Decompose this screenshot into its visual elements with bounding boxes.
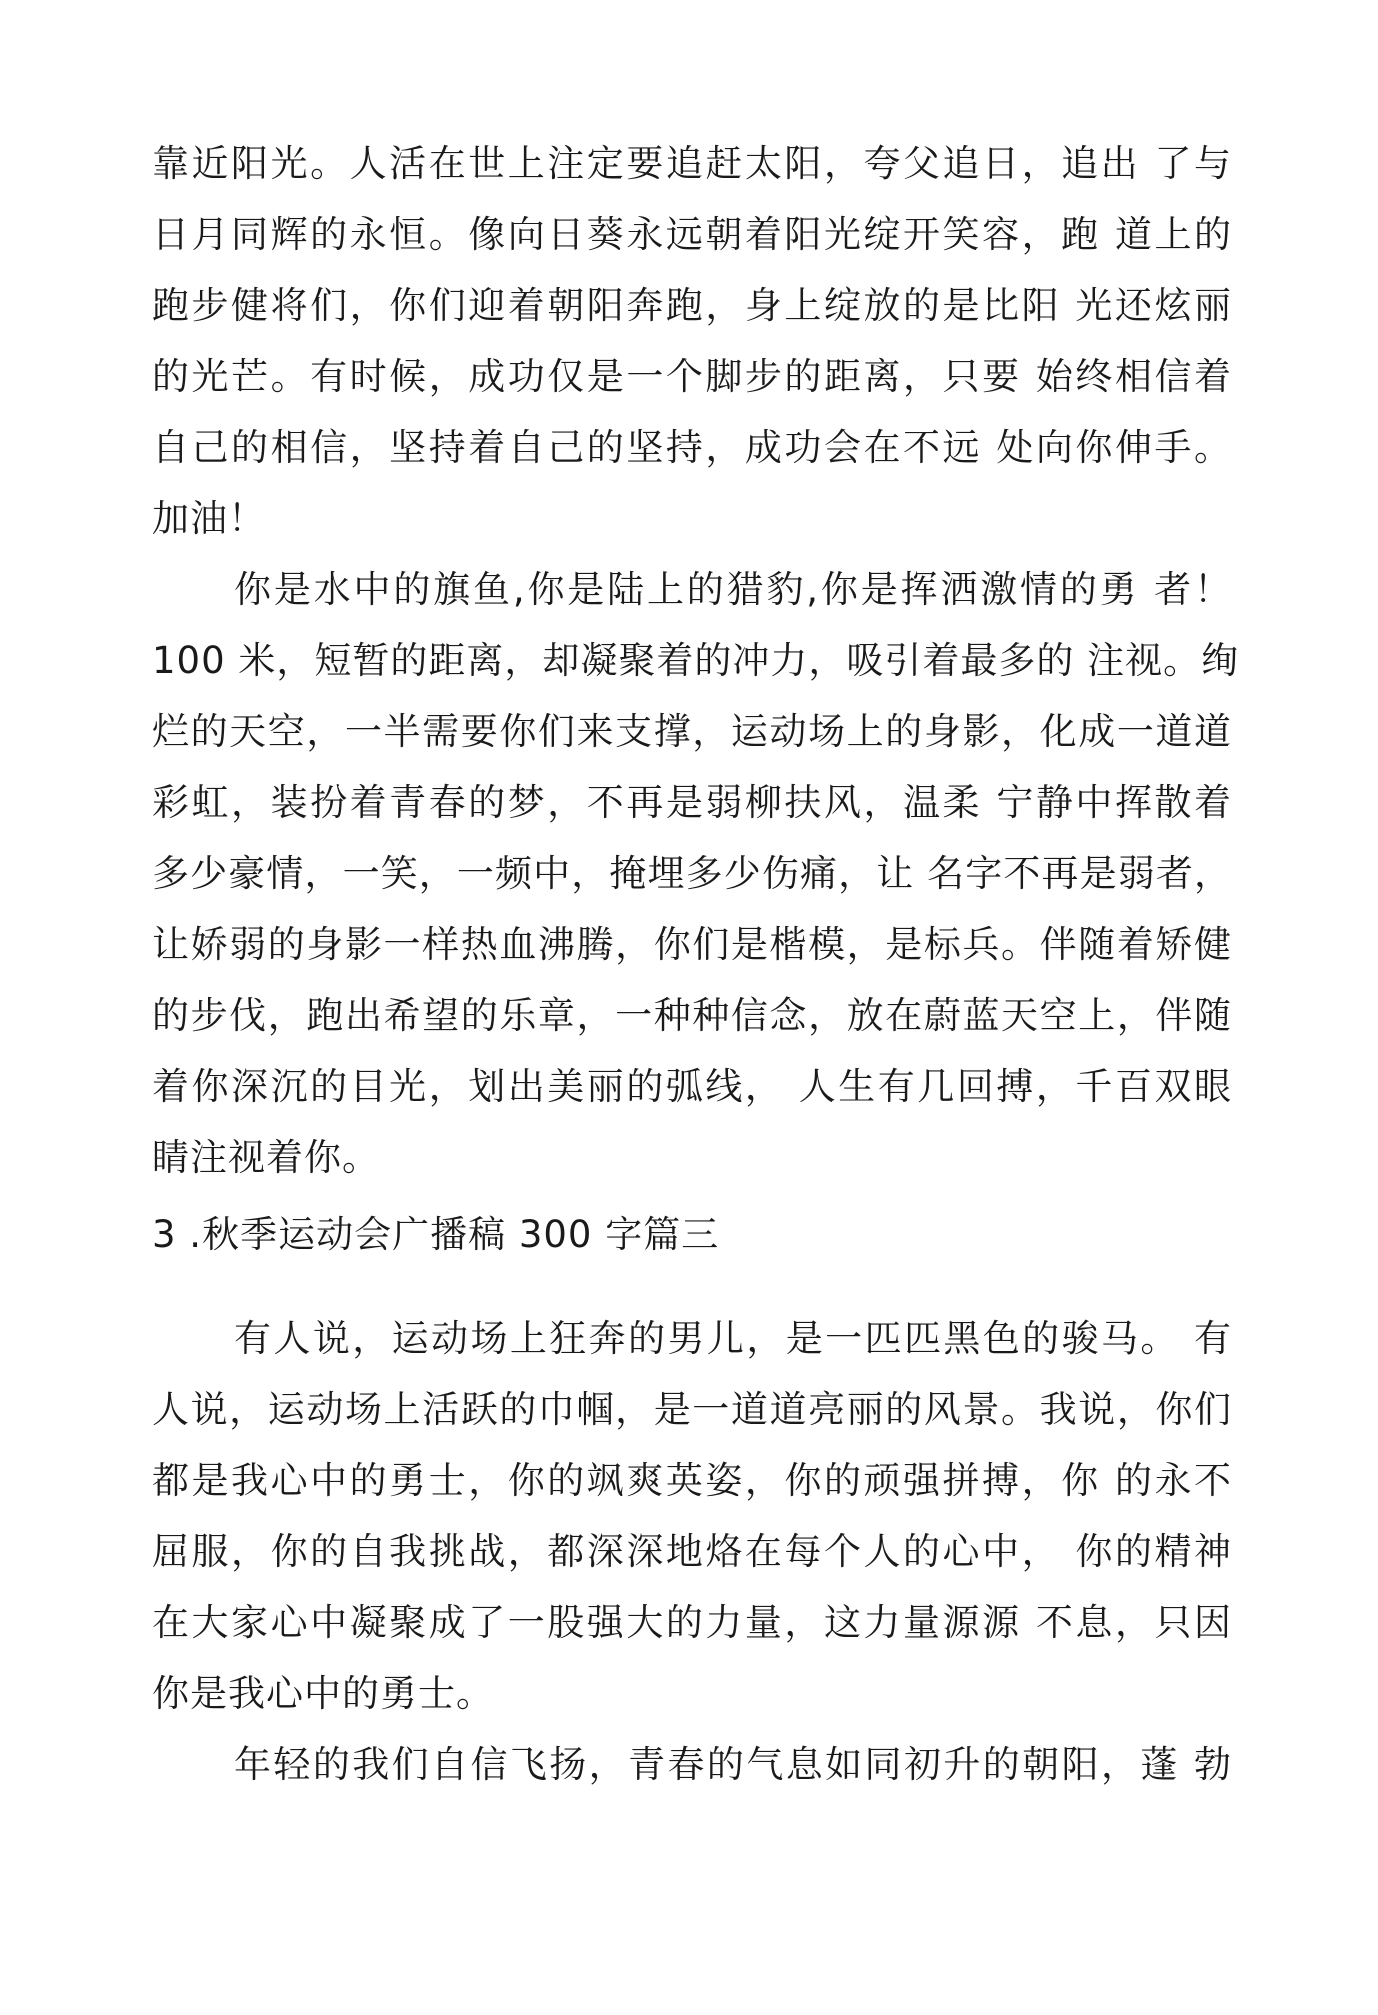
text-line: 烂的天空，一半需要你们来支撑，运动场上的身影，化成一道道 [152,710,1232,753]
text-line: 自己的相信，坚持着自己的坚持，成功会在不远 处向你伸手。 [152,426,1232,469]
paragraph [152,1729,1232,1800]
document-page [152,128,1240,1800]
text-line: 年轻的我们自信飞扬，青春的气息如同初升的朝阳，蓬 勃 [234,1743,1232,1786]
text-line: 睛注视着你。 [152,1136,380,1179]
text-line: 日月同辉的永恒。像向日葵永远朝着阳光绽开笑容，跑 道上的 [152,213,1232,256]
text-line: 在大家心中凝聚成了一股强大的力量，这力量源源 不息，只因 [152,1601,1232,1644]
section-heading: 3 .秋季运动会广播稿 300 字篇三 [152,1213,720,1256]
text-line: 跑步健将们，你们迎着朝阳奔跑，身上绽放的是比阳 光还炫丽 [152,284,1232,327]
text-line: 着你深沉的目光，划出美丽的弧线， 人生有几回搏，千百双眼 [152,1065,1232,1108]
spacer [152,1277,1232,1303]
text-line: 的步伐，跑出希望的乐章，一种种信念，放在蔚蓝天空上，伴随 [152,994,1232,1037]
text-line: 100 米，短暂的距离，却凝聚着的冲力，吸引着最多的 注视。绚 [152,639,1240,682]
text-line: 多少豪情，一笑，一频中，掩埋多少伤痛，让 名字不再是弱者， [152,852,1232,895]
paragraph [152,554,1240,1193]
text-line: 屈服，你的自我挑战，都深深地烙在每个人的心中， 你的精神 [152,1530,1232,1573]
text-line: 你是我心中的勇士。 [152,1672,494,1715]
text-line: 彩虹，装扮着青春的梦，不再是弱柳扶风，温柔 宁静中挥散着 [152,781,1232,824]
text-line: 你是水中的旗鱼,你是陆上的猎豹,你是挥洒激情的勇 者！ [234,568,1232,611]
paragraph [152,128,1232,554]
text-line: 人说，运动场上活跃的巾帼，是一道道亮丽的风景。我说，你们 [152,1388,1232,1431]
text-line: 有人说，运动场上狂奔的男儿，是一匹匹黑色的骏马。 有 [234,1317,1232,1360]
text-line: 都是我心中的勇士，你的飒爽英姿，你的顽强拼搏，你 的永不 [152,1459,1232,1502]
text-line: 靠近阳光。人活在世上注定要追赶太阳，夸父追日，追出 了与 [152,142,1232,185]
text-line: 加油！ [152,497,266,540]
text-line: 的光芒。有时候，成功仅是一个脚步的距离，只要 始终相信着 [152,355,1232,398]
paragraph [152,1303,1232,1729]
text-line: 让娇弱的身影一样热血沸腾，你们是楷模，是标兵。伴随着矫健 [152,923,1232,966]
